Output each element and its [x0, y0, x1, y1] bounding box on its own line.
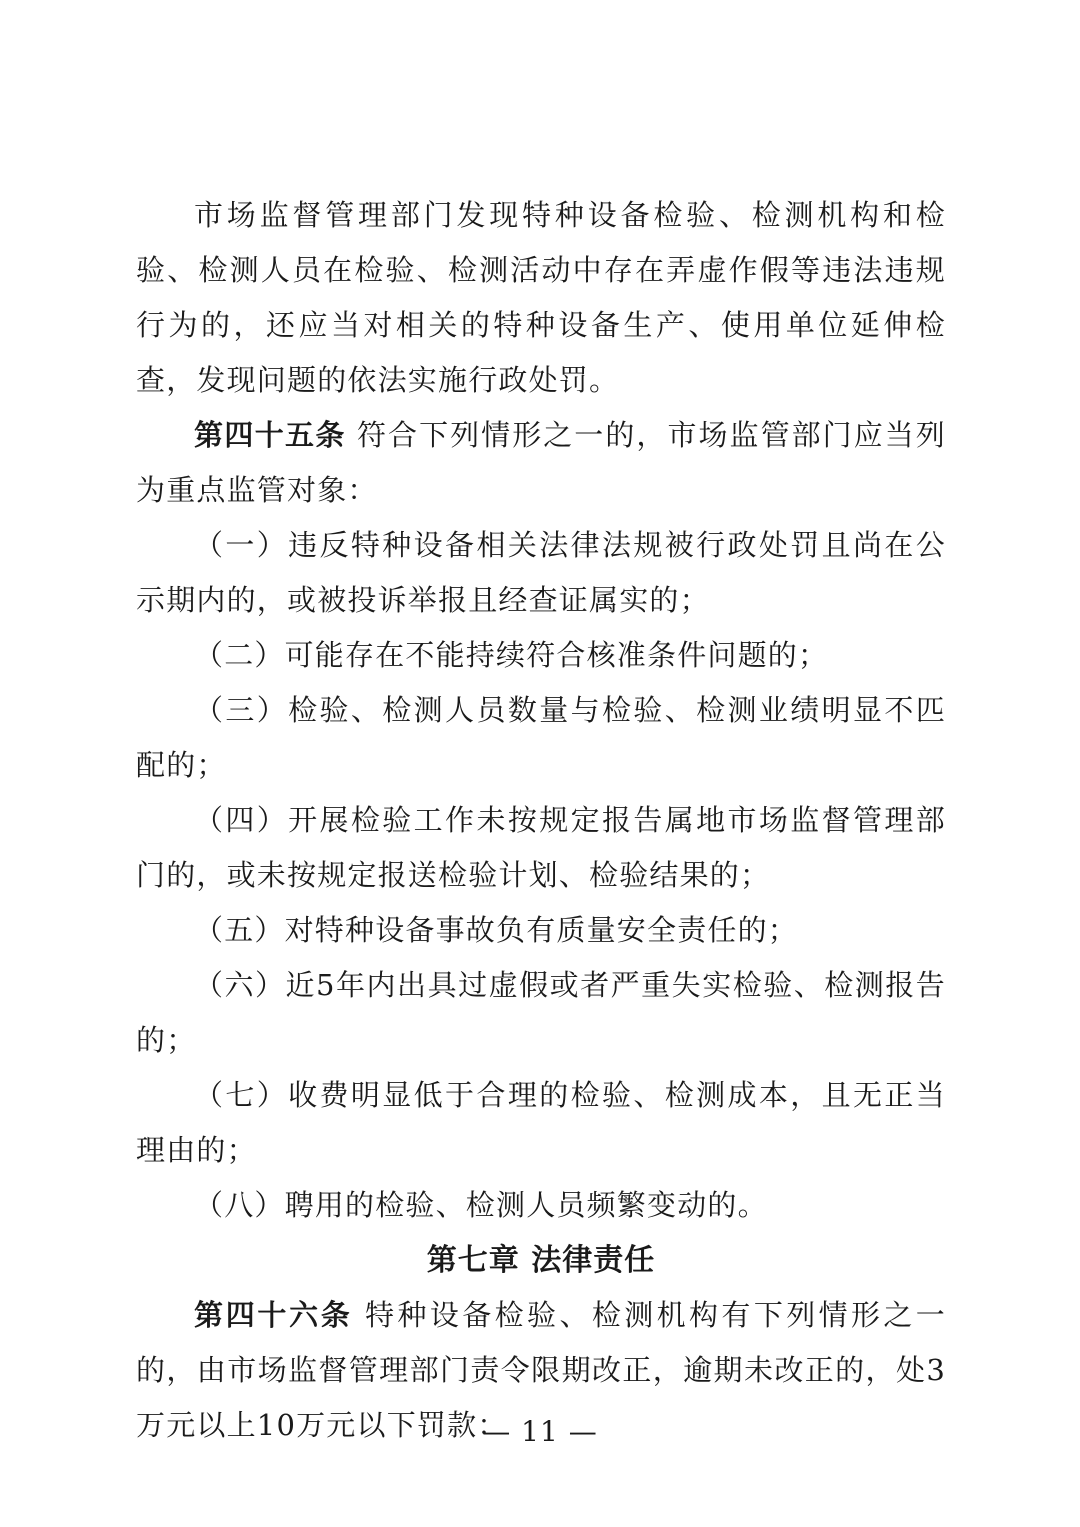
document-body [136, 188, 946, 1453]
list-item [136, 628, 946, 683]
list-item-text: （五）对特种设备事故负有质量安全责任的； [194, 913, 799, 947]
paragraph-enforcement-extension [136, 188, 946, 408]
list-item-text: （八）聘用的检验、检测人员频繁变动的。 [194, 1188, 768, 1222]
paragraph-text: 符合下列情形之一的，市场监管部门应当列为重点监管对象： [136, 418, 946, 507]
list-item-text: （二）可能存在不能持续符合核准条件问题的； [194, 638, 829, 672]
list-item-text: （四）开展检验工作未按规定报告属地市场监督管理部门的，或未按规定报送检验计划、检验结果的； [136, 803, 946, 892]
list-item-text: （六）近5年内出具过虚假或者严重失实检验、检测报告的； [136, 968, 946, 1057]
page-number: — 11 — [482, 1415, 598, 1448]
list-item [136, 903, 946, 958]
paragraph-text: 市场监督管理部门发现特种设备检验、检测机构和检验、检测人员在检验、检测活动中存在弄虚作假等违法违规行为的，还应当对相关的特种设备生产、使用单位延伸检查，发现问题的依法实施行政处罚。 [136, 198, 946, 397]
list-item [136, 1178, 946, 1233]
list-item [136, 1068, 946, 1178]
list-item [136, 683, 946, 793]
article-heading: 第四十六条 [194, 1298, 353, 1332]
article-heading: 第四十五条 [194, 418, 346, 452]
list-item [136, 793, 946, 903]
list-item-text: （七）收费明显低于合理的检验、检测成本，且无正当理由的； [136, 1078, 946, 1167]
list-item [136, 958, 946, 1068]
article-45 [136, 408, 946, 518]
list-item [136, 518, 946, 628]
list-item-text: （一）违反特种设备相关法律法规被行政处罚且尚在公示期内的，或被投诉举报且经查证属实的； [136, 528, 946, 617]
paragraph-text: 特种设备检验、检测机构有下列情形之一的，由市场监督管理部门责令限期改正，逾期未改正的，处3万元以上10万元以下罚款： [136, 1298, 946, 1442]
chapter-title: 第七章 法律责任 [426, 1243, 656, 1278]
list-item-text: （三）检验、检测人员数量与检验、检测业绩明显不匹配的； [136, 693, 946, 782]
